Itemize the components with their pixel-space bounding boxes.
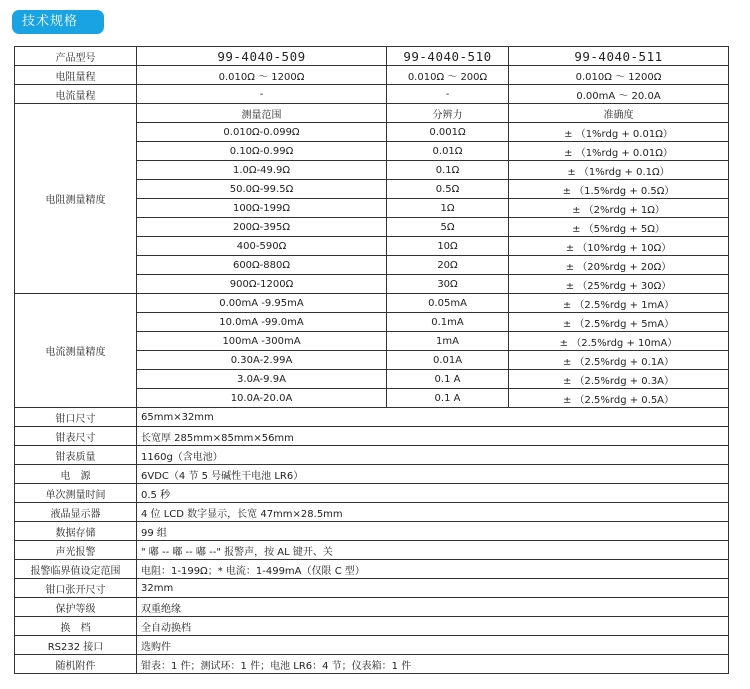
accuracy-cell: ± （2.5%rdg + 5mA） [509,313,729,332]
resistance-accuracy-label: 电阻测量精度 [15,104,137,294]
accuracy-cell: ± （10%rdg + 10Ω） [509,237,729,256]
spec-label: 换 档 [15,617,137,636]
accuracy-cell: ± （2.5%rdg + 1mA） [509,294,729,313]
spec-label: 报警临界值设定范围 [15,560,137,579]
resolution-cell: 20Ω [387,256,509,275]
resistance-accuracy-header-row [15,104,729,123]
spec-row-jaw-size [15,408,729,427]
spec-value: 65mm×32mm [137,408,729,427]
resolution-cell: 0.01Ω [387,142,509,161]
range-cell: 3.0A-9.9A [137,370,387,389]
current-range-510: - [387,85,509,104]
range-cell: 10.0mA -99.0mA [137,313,387,332]
range-cell: 0.00mA -9.95mA [137,294,387,313]
spec-label: 单次测量时间 [15,484,137,503]
spec-value: 长宽厚 285mm×85mm×56mm [137,427,729,446]
accuracy-cell: ± （2.5%rdg + 0.5A） [509,389,729,408]
accuracy-cell: ± （2.5%rdg + 10mA） [509,332,729,351]
spec-row-storage [15,522,729,541]
range-cell: 600Ω-880Ω [137,256,387,275]
range-cell: 0.30A-2.99A [137,351,387,370]
spec-label: 电 源 [15,465,137,484]
spec-row-rs232 [15,636,729,655]
resistance-range-label: 电阻量程 [15,66,137,85]
range-cell: 10.0A-20.0A [137,389,387,408]
resolution-cell: 0.001Ω [387,123,509,142]
spec-row-protection [15,598,729,617]
model-row [15,47,729,66]
range-cell: 0.010Ω-0.099Ω [137,123,387,142]
resistance-range-509: 0.010Ω ～ 1200Ω [137,66,387,85]
resolution-cell: 0.1Ω [387,161,509,180]
spec-row-alarm [15,541,729,560]
spec-value: 电阻：1-199Ω；* 电流：1-499mA（仅限 C 型） [137,560,729,579]
accuracy-cell: ± （2%rdg + 1Ω） [509,199,729,218]
header-resolution: 分辨力 [387,104,509,123]
spec-row-jaw-opening [15,579,729,598]
resolution-cell: 0.01A [387,351,509,370]
resolution-cell: 30Ω [387,275,509,294]
spec-label: RS232 接口 [15,636,137,655]
header-accuracy: 准确度 [509,104,729,123]
spec-value: 选购件 [137,636,729,655]
accuracy-cell: ± （5%rdg + 5Ω） [509,218,729,237]
current-range-row [15,85,729,104]
resolution-cell: 0.05mA [387,294,509,313]
current-accuracy-label: 电流测量精度 [15,294,137,408]
spec-row-display [15,503,729,522]
range-cell: 900Ω-1200Ω [137,275,387,294]
range-cell: 400-590Ω [137,237,387,256]
spec-value: 全自动换档 [137,617,729,636]
accuracy-cell: ± （2.5%rdg + 0.1A） [509,351,729,370]
resolution-cell: 0.1 A [387,370,509,389]
resistance-range-row [15,66,729,85]
table-row [15,294,729,313]
spec-row-range-switch [15,617,729,636]
model-509: 99-4040-509 [137,47,387,66]
resolution-cell: 0.5Ω [387,180,509,199]
spec-row-weight [15,446,729,465]
model-510: 99-4040-510 [387,47,509,66]
spec-label: 保护等级 [15,598,137,617]
spec-row-alarm-threshold [15,560,729,579]
spec-row-measure-time [15,484,729,503]
resolution-cell: 10Ω [387,237,509,256]
spec-label: 钳口尺寸 [15,408,137,427]
spec-row-meter-size [15,427,729,446]
spec-value: " 嘟 -- 嘟 -- 嘟 --" 报警声，按 AL 键开、关 [137,541,729,560]
current-range-511: 0.00mA ～ 20.0A [509,85,729,104]
spec-label: 钳表尺寸 [15,427,137,446]
model-511: 99-4040-511 [509,47,729,66]
spec-value: 双重绝缘 [137,598,729,617]
current-range-509: - [137,85,387,104]
spec-label: 钳表质量 [15,446,137,465]
range-cell: 100mA -300mA [137,332,387,351]
header-measure-range: 测量范围 [137,104,387,123]
range-cell: 100Ω-199Ω [137,199,387,218]
resistance-range-511: 0.010Ω ～ 1200Ω [509,66,729,85]
spec-row-accessories [15,655,729,674]
spec-label: 钳口张开尺寸 [15,579,137,598]
accuracy-cell: ± （20%rdg + 20Ω） [509,256,729,275]
current-range-label: 电流量程 [15,85,137,104]
range-cell: 200Ω-395Ω [137,218,387,237]
spec-label: 声光报警 [15,541,137,560]
range-cell: 1.0Ω-49.9Ω [137,161,387,180]
spec-value: 4 位 LCD 数字显示，长宽 47mm×28.5mm [137,503,729,522]
spec-table [14,46,729,674]
accuracy-cell: ± （1.5%rdg + 0.5Ω） [509,180,729,199]
resolution-cell: 0.1mA [387,313,509,332]
section-title: 技术规格 [12,10,104,34]
resolution-cell: 1Ω [387,199,509,218]
range-cell: 0.10Ω-0.99Ω [137,142,387,161]
resolution-cell: 1mA [387,332,509,351]
accuracy-cell: ± （1%rdg + 0.1Ω） [509,161,729,180]
accuracy-cell: ± （25%rdg + 30Ω） [509,275,729,294]
accuracy-cell: ± （1%rdg + 0.01Ω） [509,142,729,161]
resolution-cell: 0.1 A [387,389,509,408]
spec-row-power [15,465,729,484]
range-cell: 50.0Ω-99.5Ω [137,180,387,199]
spec-value: 99 组 [137,522,729,541]
resistance-range-510: 0.010Ω ～ 200Ω [387,66,509,85]
accuracy-cell: ± （2.5%rdg + 0.3A） [509,370,729,389]
resolution-cell: 5Ω [387,218,509,237]
spec-value: 0.5 秒 [137,484,729,503]
model-label: 产品型号 [15,47,137,66]
spec-value: 钳表：1 件；测试环：1 件；电池 LR6：4 节；仪表箱：1 件 [137,655,729,674]
spec-label: 数据存储 [15,522,137,541]
accuracy-cell: ± （1%rdg + 0.01Ω） [509,123,729,142]
spec-value: 6VDC（4 节 5 号碱性干电池 LR6） [137,465,729,484]
spec-value: 32mm [137,579,729,598]
spec-label: 随机附件 [15,655,137,674]
spec-value: 1160g（含电池） [137,446,729,465]
spec-label: 液晶显示器 [15,503,137,522]
